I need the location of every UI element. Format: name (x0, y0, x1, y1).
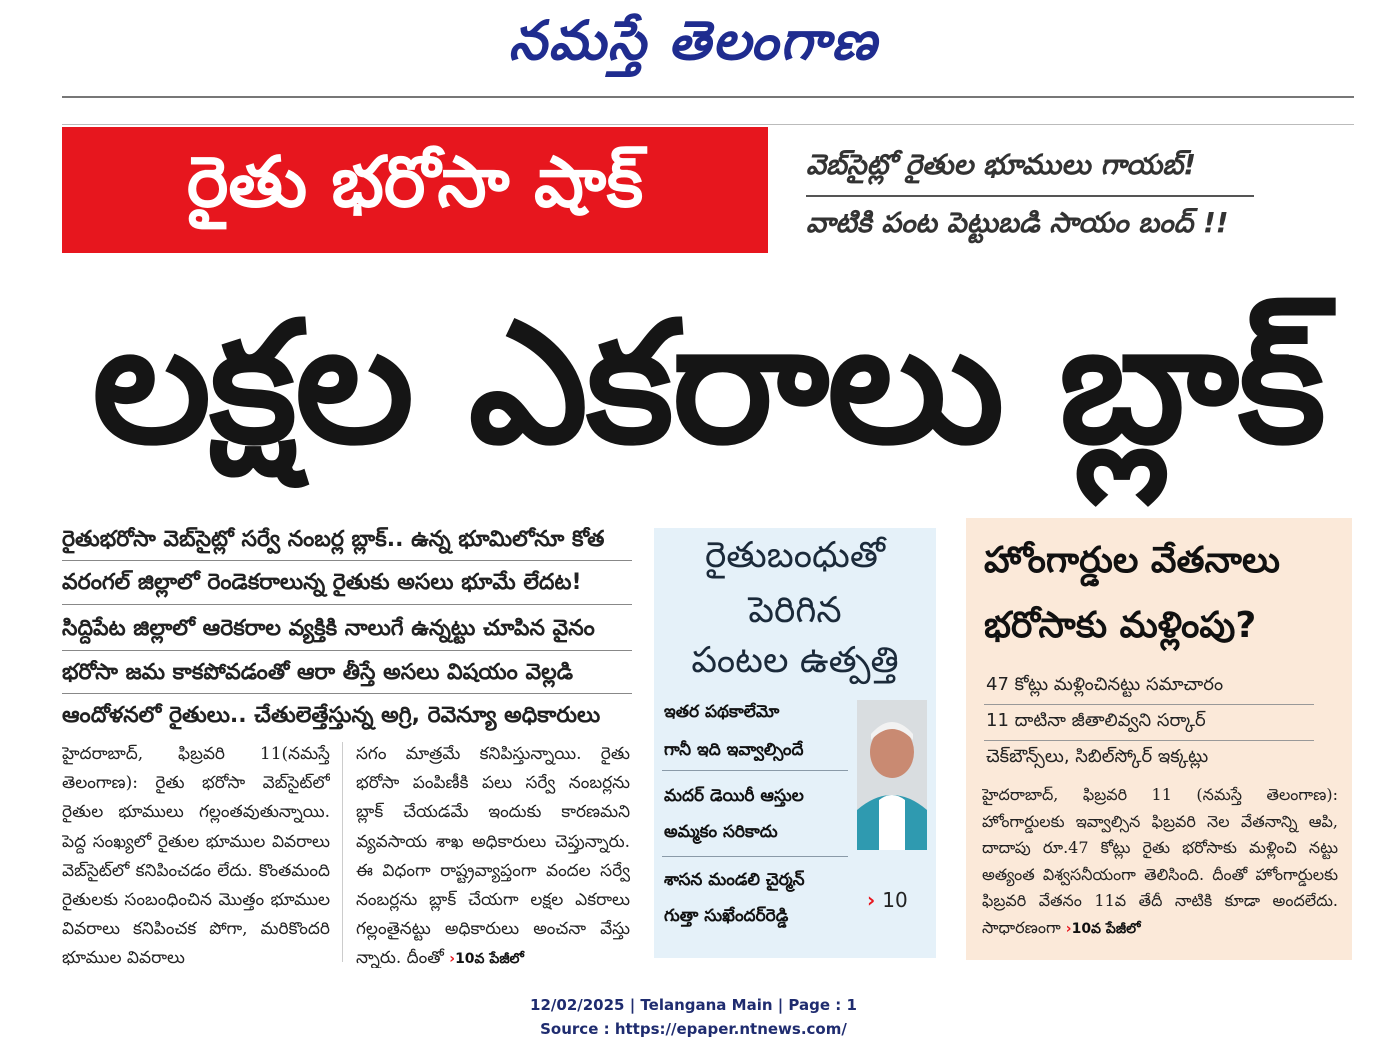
masthead-rule (62, 96, 1354, 98)
jump-arrow-icon: › (449, 951, 456, 968)
blue-quote-4: అమ్మకం సరికాదు (664, 822, 778, 842)
jump-arrow-icon: › (1065, 920, 1072, 937)
peach-story (982, 782, 1338, 950)
subhead-3: సిద్దిపేట జిల్లాలో ఆరెకరాల వ్యక్తికి నాలుగే ఉన్నట్టు చూపిన వైనం (62, 616, 595, 641)
blue-rule (662, 770, 848, 771)
main-headline: లక్షల ఎకరాలు బ్లాక్ (92, 285, 1324, 481)
blue-quote-5: శాసన మండలి చైర్మన్ (664, 870, 805, 890)
kicker-text: రైతు భరోసా షాక్ (186, 140, 644, 223)
subhead-rule (62, 604, 632, 605)
peach-heading-1: హోంగార్డుల వేతనాలు (984, 540, 1280, 581)
blue-page-ref-label: 10 (882, 888, 908, 912)
kicker-banner (62, 127, 768, 253)
peach-jump-label: 10వ పేజీలో (1071, 920, 1141, 937)
story-jump-label: 10వ పేజీలో (455, 951, 524, 968)
footer-edition-line: 12/02/2025 | Telangana Main | Page : 1 (530, 996, 857, 1014)
story-jump[interactable] (449, 951, 524, 967)
story-column-2 (356, 740, 630, 968)
masthead-logo: నమస్తే తెలంగాణ (508, 9, 879, 72)
page-ref-arrow-icon: › (867, 888, 883, 912)
blue-quote-6: గుత్తా సుఖేందర్‌రెడ్డి (664, 906, 789, 926)
blue-page-ref[interactable] (867, 888, 908, 912)
blue-heading-2: పెరిగిన (748, 590, 842, 631)
subhead-2: వరంగల్ జిల్లాలో రెండెకరాలున్న రైతుకు అసలు భూమే లేదట! (62, 570, 582, 595)
subhead-rule (62, 650, 632, 651)
blue-rule (662, 856, 848, 857)
peach-sub-2: 11 దాటినా జీతాలివ్వని సర్కార్ (986, 710, 1206, 731)
deck-line-2: వాటికి పంట పెట్టుబడి సాయం బంద్ !! (806, 206, 1229, 239)
peach-sub-1: 47 కోట్లు మళ్లించినట్టు సమాచారం (986, 674, 1224, 695)
masthead-rule-thin (62, 124, 1354, 125)
blue-quote-2: గానీ ఇది ఇవ్వాల్సిందే (664, 740, 804, 760)
peach-jump[interactable] (1066, 921, 1141, 937)
story-column-2-text: సగం మాత్రమే కనిపిస్తున్నాయి. రైతు భరోసా పంపిణీకి పలు సర్వే నంబర్లను బ్లాక్ చేయడమే ఇందుకు కారణమని వ్యవసాయ శాఖ అధికారులు చెప్తున్నారు. ఈ విధంగా రాష్ట్రవ్యాప్తంగా వందల సర్వే నంబర్లను బ్లాక్ చేయగా లక్షల ఎకరాలు గల్లంతైనట్టు అధికారులు అంచనా వేస్తు న్నారు. దీంతో (356, 744, 630, 968)
blue-heading-1: రైతుబంధుతో (704, 535, 886, 576)
blue-heading-3: పంటల ఉత్పత్తి (691, 640, 899, 681)
subhead-rule (62, 693, 632, 694)
subhead-rule (62, 560, 632, 561)
footer-source-link[interactable]: Source : https://epaper.ntnews.com/ (540, 1020, 847, 1038)
deck-rule (806, 195, 1254, 197)
portrait-photo (857, 700, 927, 850)
peach-sub-3: చెక్‌బౌన్స్‌లు, సిబిల్‌స్కోర్ ఇక్కట్లు (986, 746, 1209, 767)
subhead-4: భరోసా జమ కాకపోవడంతో ఆరా తీస్తే అసలు విషయం వెల్లడి (62, 660, 573, 685)
subhead-5: ఆందోళనలో రైతులు.. చేతులెత్తేస్తున్న అగ్రి, రెవెన్యూ అధికారులు (62, 703, 601, 728)
peach-rule (984, 704, 1314, 705)
blue-quote-1: ఇతర పథకాలేమో (664, 702, 780, 722)
story-column-1: హైదరాబాద్, ఫిబ్రవరి 11(నమస్తే తెలంగాణ): రైతు భరోసా వెబ్‌సైట్‌లో రైతుల భూములు గల్లంతవుతున్నాయి. పెద్ద సంఖ్యలో రైతుల భూముల వివరాలు వెబ్‌సైట్‌లో కనిపించడం లేదు. కొంతమంది రైతులకు సంబంధించిన మొత్తం భూముల వివరాలు కనిపించక పోగా, మరికొందరి భూముల వివరాలు (62, 744, 330, 968)
deck-line-1: వెబ్‌సైట్లో రైతుల భూములు గాయబ్! (806, 148, 1197, 181)
peach-heading-2: భరోసాకు మళ్లింపు? (984, 605, 1257, 646)
peach-rule (984, 740, 1314, 741)
subhead-1: రైతుభరోసా వెబ్‌సైట్లో సర్వే నంబర్ల బ్లాక్.. ఉన్న భూమిలోనూ కోత (62, 527, 605, 552)
column-separator (342, 742, 343, 962)
blue-quote-3: మదర్ డెయిరీ ఆస్తుల (664, 786, 804, 806)
peach-story-text: హైదరాబాద్, ఫిబ్రవరి 11 (నమస్తే తెలంగాణ): హోంగార్డులకు ఇవ్వాల్సిన ఫిబ్రవరి నెల వేతనాన్ని ఆపి, దాదాపు రూ.47 కోట్లు రైతు భరోసాకు మళ్లించి నట్టు అత్యంత విశ్వసనీయంగా తెలిసింది. దీంతో హోంగార్డులకు ఫిబ్రవరి వేతనం 11వ తేదీ నాటికి కూడా అందలేదు. సాధారణంగా (982, 785, 1338, 937)
